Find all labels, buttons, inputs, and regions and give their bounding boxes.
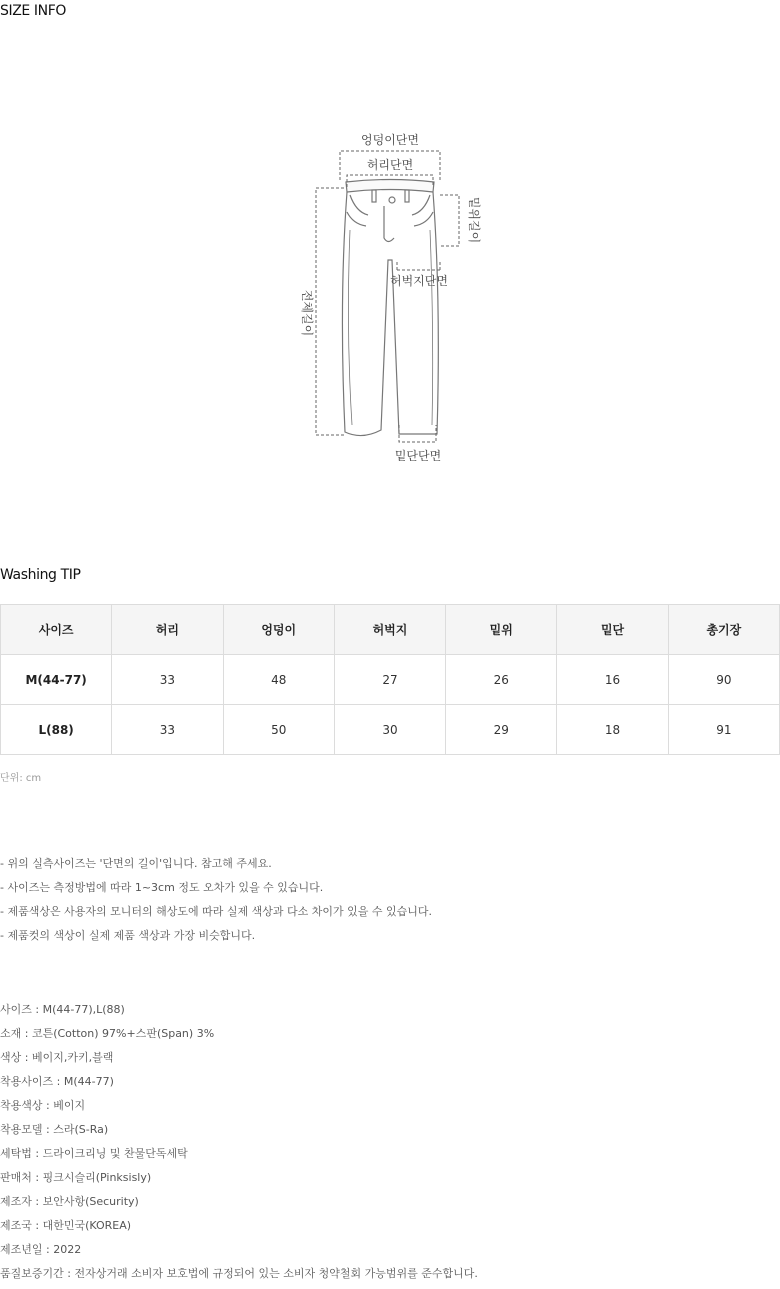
table-cell: 30 xyxy=(334,705,445,755)
table-cell: 33 xyxy=(112,705,223,755)
waist-width-label: 허리단면 xyxy=(366,158,414,172)
hem-width-label: 밑단단면 xyxy=(394,449,442,463)
table-row xyxy=(1,705,780,755)
table-cell: 91 xyxy=(668,705,779,755)
info-line: 소재 : 코튼(Cotton) 97%+스판(Span) 3% xyxy=(0,1027,215,1040)
total-length-label: 전체길이 xyxy=(300,289,314,337)
header-cell: 허벅지 xyxy=(334,605,445,655)
unit-note: 단위: cm xyxy=(0,773,42,784)
table-cell: 90 xyxy=(668,655,779,705)
size-info-title: SIZE INFO xyxy=(0,3,66,19)
note-line: - 사이즈는 측정방법에 따라 1~3cm 정도 오차가 있을 수 있습니다. xyxy=(0,881,324,894)
info-line: 착용모델 : 스라(S-Ra) xyxy=(0,1123,109,1136)
header-cell: 밑단 xyxy=(557,605,668,655)
note-line: - 제품색상은 사용자의 모니터의 해상도에 따라 실제 색상과 다소 차이가 있을 수 있습니다. xyxy=(0,905,432,918)
product-info-list xyxy=(0,1001,478,1289)
table-cell: 26 xyxy=(446,655,557,705)
info-line: 제조년일 : 2022 xyxy=(0,1243,82,1256)
info-line: 품질보증기간 : 전자상거래 소비자 보호법에 규정되어 있는 소비자 청약철회 가능범위를 준수합니다. xyxy=(0,1267,478,1280)
table-cell: L(88) xyxy=(1,705,112,755)
table-cell: 48 xyxy=(223,655,334,705)
table-cell: 27 xyxy=(334,655,445,705)
table-cell: 16 xyxy=(557,655,668,705)
table-cell: 50 xyxy=(223,705,334,755)
info-line: 사이즈 : M(44-77),L(88) xyxy=(0,1003,125,1016)
info-line: 착용사이즈 : M(44-77) xyxy=(0,1075,114,1088)
header-cell: 엉덩이 xyxy=(223,605,334,655)
measurement-notes xyxy=(0,855,432,951)
note-line: - 제품컷의 색상이 실제 제품 색상과 가장 비슷합니다. xyxy=(0,929,256,942)
table-row xyxy=(1,655,780,705)
table-cell: M(44-77) xyxy=(1,655,112,705)
table-cell: 29 xyxy=(446,705,557,755)
info-line: 색상 : 베이지,카키,블랙 xyxy=(0,1051,114,1064)
pants-size-diagram xyxy=(0,120,780,480)
info-line: 세탁법 : 드라이크리닝 및 찬물단독세탁 xyxy=(0,1147,188,1160)
size-table xyxy=(0,604,780,755)
info-line: 착용색상 : 베이지 xyxy=(0,1099,86,1112)
header-cell: 밑위 xyxy=(446,605,557,655)
info-line: 제조국 : 대한민국(KOREA) xyxy=(0,1219,132,1232)
table-cell: 33 xyxy=(112,655,223,705)
info-line: 제조자 : 보안사항(Security) xyxy=(0,1195,139,1208)
hip-width-label: 엉덩이단면 xyxy=(361,133,419,147)
note-line: - 위의 실측사이즈는 '단면의 길이'입니다. 참고해 주세요. xyxy=(0,857,272,870)
washing-tip-title: Washing TIP xyxy=(0,567,81,583)
table-header-row xyxy=(1,605,780,655)
header-cell: 사이즈 xyxy=(1,605,112,655)
thigh-width-label: 허벅지단면 xyxy=(390,274,448,288)
pants-illustration xyxy=(342,180,438,436)
rise-length-label: 밑위길이 xyxy=(467,196,481,244)
table-cell: 18 xyxy=(557,705,668,755)
header-cell: 총기장 xyxy=(668,605,779,655)
header-cell: 허리 xyxy=(112,605,223,655)
info-line: 판매처 : 핑크시슬리(Pinksisly) xyxy=(0,1171,152,1184)
